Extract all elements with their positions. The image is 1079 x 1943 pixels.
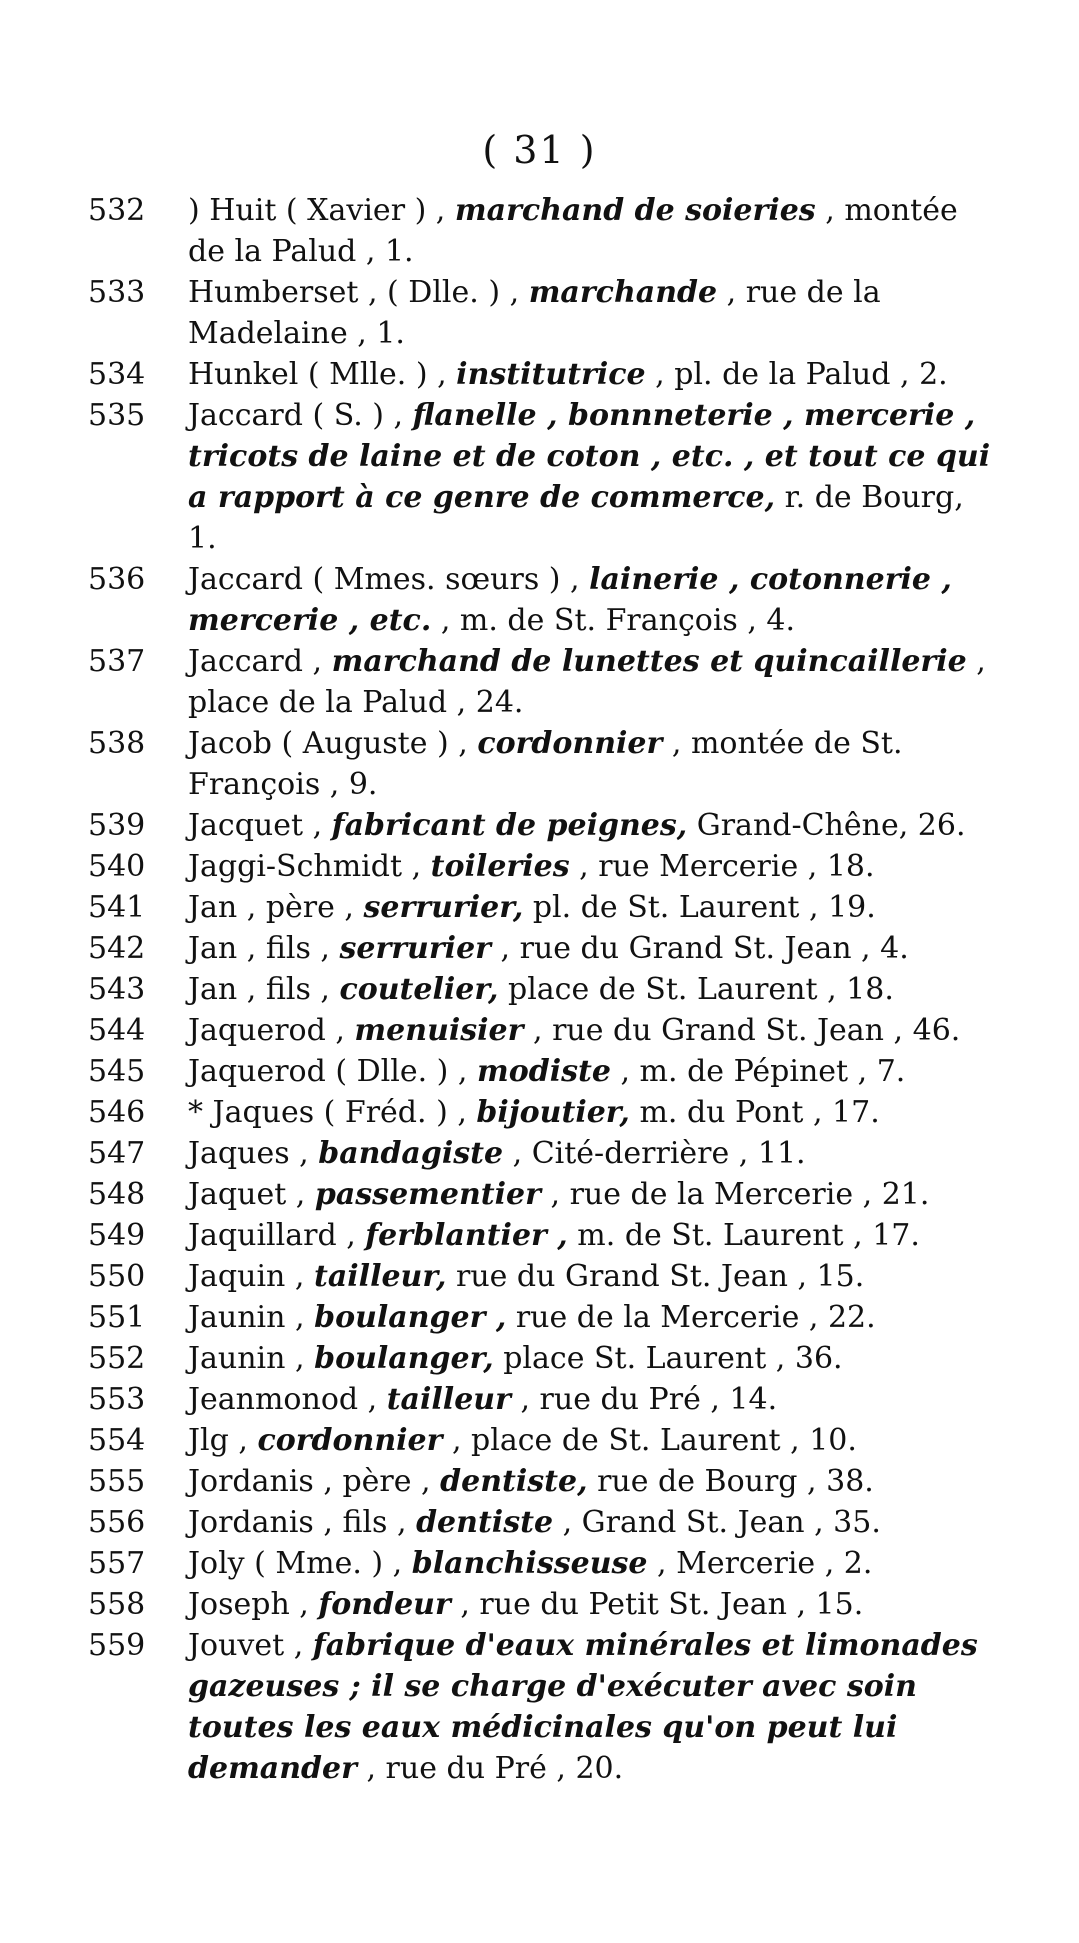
entry-number: 533 xyxy=(88,275,146,310)
entry-name: Jacob ( Auguste ) , xyxy=(188,726,468,761)
entry-name: Hunkel ( Mlle. ) , xyxy=(188,357,447,392)
entry-text xyxy=(188,1133,998,1174)
entry-name: Jaquin , xyxy=(188,1259,305,1294)
entry-trade: modiste xyxy=(476,1054,611,1089)
list-item xyxy=(88,1461,998,1502)
entry-number: 545 xyxy=(88,1054,146,1089)
entry-number: 544 xyxy=(88,1013,146,1048)
entry-address: , montée de St. François , 9. xyxy=(188,726,903,802)
list-item xyxy=(88,1256,998,1297)
entry-trade: marchande xyxy=(528,275,718,310)
entry-name: Jaccard , xyxy=(188,644,323,679)
entry-address: , rue Mercerie , 18. xyxy=(579,849,875,884)
list-item xyxy=(88,1010,998,1051)
entry-name: Jaquillard , xyxy=(188,1218,356,1253)
entry-address: , Mercerie , 2. xyxy=(657,1546,873,1581)
entry-trade: boulanger , xyxy=(314,1300,507,1335)
entry-text xyxy=(188,969,998,1010)
entry-address: , rue du Pré , 20. xyxy=(366,1751,624,1786)
entry-trade: ferblantier , xyxy=(365,1218,568,1253)
entry-text xyxy=(188,354,998,395)
entry-trade: cordonnier xyxy=(477,726,663,761)
entry-number: 557 xyxy=(88,1546,146,1581)
entry-trade: lainerie , cotonnerie , mercerie , etc. xyxy=(188,562,952,638)
entry-number: 532 xyxy=(88,193,146,228)
entry-name: Jaunin , xyxy=(188,1341,305,1376)
entry-text xyxy=(188,1420,998,1461)
entry-name: Jordanis , père , xyxy=(188,1464,431,1499)
entry-text xyxy=(188,1338,998,1379)
entry-name: Jaccard ( S. ) , xyxy=(188,398,404,433)
entry-trade: toileries xyxy=(430,849,570,884)
entry-number: 538 xyxy=(88,726,146,761)
entry-number: 543 xyxy=(88,972,146,1007)
entry-name: Jaggi-Schmidt , xyxy=(188,849,422,884)
entry-text xyxy=(188,1010,998,1051)
entry-text xyxy=(188,1584,998,1625)
entry-text xyxy=(188,1174,998,1215)
entry-trade: fabrique d'eaux minérales et limonades gazeuses ; il se charge d'exécuter avec soin toutes les eaux médicinales qu'on peut lui demander xyxy=(188,1628,978,1786)
entry-text xyxy=(188,1297,998,1338)
list-item xyxy=(88,887,998,928)
list-item xyxy=(88,1625,998,1789)
entry-address: , rue du Petit St. Jean , 15. xyxy=(460,1587,864,1622)
list-item xyxy=(88,559,998,641)
entry-name: Jaquet , xyxy=(188,1177,306,1212)
list-item xyxy=(88,1338,998,1379)
list-item xyxy=(88,1174,998,1215)
entry-text xyxy=(188,846,998,887)
entry-address: rue du Grand St. Jean , 15. xyxy=(455,1259,865,1294)
entry-address: , rue de la Mercerie , 21. xyxy=(550,1177,930,1212)
entry-trade: serrurier xyxy=(339,931,491,966)
entry-trade: marchand de lunettes et quincaillerie xyxy=(331,644,967,679)
entry-number: 535 xyxy=(88,398,146,433)
entry-name: Jaquerod , xyxy=(188,1013,345,1048)
list-item xyxy=(88,1379,998,1420)
entry-number: 559 xyxy=(88,1628,146,1663)
entry-number: 549 xyxy=(88,1218,146,1253)
entry-name: Joly ( Mme. ) , xyxy=(188,1546,403,1581)
entry-address: rue de la Mercerie , 22. xyxy=(515,1300,876,1335)
entry-name: Jlg , xyxy=(188,1423,248,1458)
entry-trade: bijoutier, xyxy=(476,1095,630,1130)
entry-text xyxy=(188,1092,998,1133)
entry-name: * Jaques ( Fréd. ) , xyxy=(188,1095,467,1130)
list-item xyxy=(88,1297,998,1338)
entry-text xyxy=(188,1379,998,1420)
entry-name: Jaccard ( Mmes. sœurs ) , xyxy=(188,562,580,597)
list-item xyxy=(88,723,998,805)
entry-name: Jan , fils , xyxy=(188,972,330,1007)
page-number: ( 31 ) xyxy=(482,128,597,172)
entry-address: , Cité-derrière , 11. xyxy=(512,1136,806,1171)
entry-list xyxy=(88,190,998,1789)
entry-name: Jaquerod ( Dlle. ) , xyxy=(188,1054,468,1089)
entry-number: 558 xyxy=(88,1587,146,1622)
entry-number: 546 xyxy=(88,1095,146,1130)
entry-number: 539 xyxy=(88,808,146,843)
entry-name: Joseph , xyxy=(188,1587,309,1622)
entry-address: m. de St. Laurent , 17. xyxy=(577,1218,920,1253)
list-item xyxy=(88,1420,998,1461)
entry-address: , place de St. Laurent , 10. xyxy=(451,1423,857,1458)
entry-trade: menuisier xyxy=(354,1013,524,1048)
entry-text xyxy=(188,1256,998,1297)
list-item xyxy=(88,928,998,969)
entry-trade: serrurier, xyxy=(363,890,524,925)
entry-text xyxy=(188,928,998,969)
entry-address: pl. de St. Laurent , 19. xyxy=(532,890,876,925)
list-item xyxy=(88,805,998,846)
list-item xyxy=(88,272,998,354)
entry-text xyxy=(188,887,998,928)
list-item xyxy=(88,1502,998,1543)
entry-number: 534 xyxy=(88,357,146,392)
entry-trade: coutelier, xyxy=(339,972,499,1007)
list-item xyxy=(88,1133,998,1174)
entry-trade: boulanger, xyxy=(314,1341,494,1376)
list-item xyxy=(88,190,998,272)
entry-name: Jan , père , xyxy=(188,890,354,925)
entry-trade: cordonnier xyxy=(257,1423,443,1458)
entry-name: Humberset , ( Dlle. ) , xyxy=(188,275,520,310)
entry-text xyxy=(188,395,998,559)
list-item xyxy=(88,1051,998,1092)
entry-number: 552 xyxy=(88,1341,146,1376)
entry-text xyxy=(188,272,998,354)
entry-name: Jordanis , fils , xyxy=(188,1505,407,1540)
list-item xyxy=(88,641,998,723)
entry-name: Jacquet , xyxy=(188,808,323,843)
entry-number: 551 xyxy=(88,1300,146,1335)
list-item xyxy=(88,395,998,559)
entry-address: , m. de Pépinet , 7. xyxy=(620,1054,906,1089)
entry-number: 555 xyxy=(88,1464,146,1499)
entry-trade: flanelle , bonnneterie , mercerie , tricots de laine et de coton , etc. , et tout ce qui a rapport à ce genre de commerce, xyxy=(188,398,991,515)
list-item xyxy=(88,1215,998,1256)
entry-name: Jaunin , xyxy=(188,1300,305,1335)
entry-address: , rue du Grand St. Jean , 4. xyxy=(500,931,909,966)
entry-number: 547 xyxy=(88,1136,146,1171)
entry-trade: marchand de soieries xyxy=(454,193,816,228)
list-item xyxy=(88,969,998,1010)
list-item xyxy=(88,1584,998,1625)
entry-trade: institutrice xyxy=(456,357,646,392)
entry-text xyxy=(188,1461,998,1502)
entry-number: 541 xyxy=(88,890,146,925)
entry-text xyxy=(188,805,998,846)
entry-trade: tailleur, xyxy=(313,1259,447,1294)
entry-name: Jaques , xyxy=(188,1136,309,1171)
entry-text xyxy=(188,1625,998,1789)
entry-address: rue de Bourg , 38. xyxy=(597,1464,874,1499)
entry-address: r. de Bourg, 1. xyxy=(188,480,964,556)
entry-address: m. du Pont , 17. xyxy=(639,1095,880,1130)
entry-number: 556 xyxy=(88,1505,146,1540)
entry-trade: tailleur xyxy=(386,1382,511,1417)
entry-trade: fondeur xyxy=(318,1587,451,1622)
entry-trade: blanchisseuse xyxy=(411,1546,648,1581)
entry-text xyxy=(188,723,998,805)
entry-trade: dentiste, xyxy=(440,1464,588,1499)
entry-text xyxy=(188,559,998,641)
entry-text xyxy=(188,190,998,272)
entry-number: 537 xyxy=(88,644,146,679)
entry-address: , Grand St. Jean , 35. xyxy=(562,1505,881,1540)
entry-name: Jouvet , xyxy=(188,1628,304,1663)
entry-number: 550 xyxy=(88,1259,146,1294)
entry-address: place St. Laurent , 36. xyxy=(503,1341,843,1376)
entry-trade: bandagiste xyxy=(318,1136,504,1171)
entry-address: , rue du Grand St. Jean , 46. xyxy=(533,1013,961,1048)
entry-name: ) Huit ( Xavier ) , xyxy=(188,193,446,228)
entry-trade: passementier xyxy=(314,1177,541,1212)
entry-address: , rue du Pré , 14. xyxy=(520,1382,778,1417)
entry-text xyxy=(188,641,998,723)
entry-address: , montée de la Palud , 1. xyxy=(188,193,958,269)
entry-trade: dentiste xyxy=(416,1505,554,1540)
entry-number: 554 xyxy=(88,1423,146,1458)
entry-address: place de St. Laurent , 18. xyxy=(508,972,894,1007)
entry-address: , m. de St. François , 4. xyxy=(440,603,796,638)
entry-trade: fabricant de peignes, xyxy=(331,808,688,843)
entry-text xyxy=(188,1502,998,1543)
entry-text xyxy=(188,1215,998,1256)
entry-address: , place de la Palud , 24. xyxy=(188,644,986,720)
entry-address: , pl. de la Palud , 2. xyxy=(655,357,948,392)
list-item xyxy=(88,1092,998,1133)
entry-address: , rue de la Madelaine , 1. xyxy=(188,275,881,351)
list-item xyxy=(88,354,998,395)
list-item xyxy=(88,1543,998,1584)
entry-address: Grand-Chêne, 26. xyxy=(696,808,966,843)
entry-name: Jan , fils , xyxy=(188,931,330,966)
entry-number: 540 xyxy=(88,849,146,884)
entry-number: 542 xyxy=(88,931,146,966)
list-item xyxy=(88,846,998,887)
entry-text xyxy=(188,1051,998,1092)
entry-number: 553 xyxy=(88,1382,146,1417)
entry-number: 536 xyxy=(88,562,146,597)
entry-name: Jeanmonod , xyxy=(188,1382,378,1417)
entry-text xyxy=(188,1543,998,1584)
entry-number: 548 xyxy=(88,1177,146,1212)
